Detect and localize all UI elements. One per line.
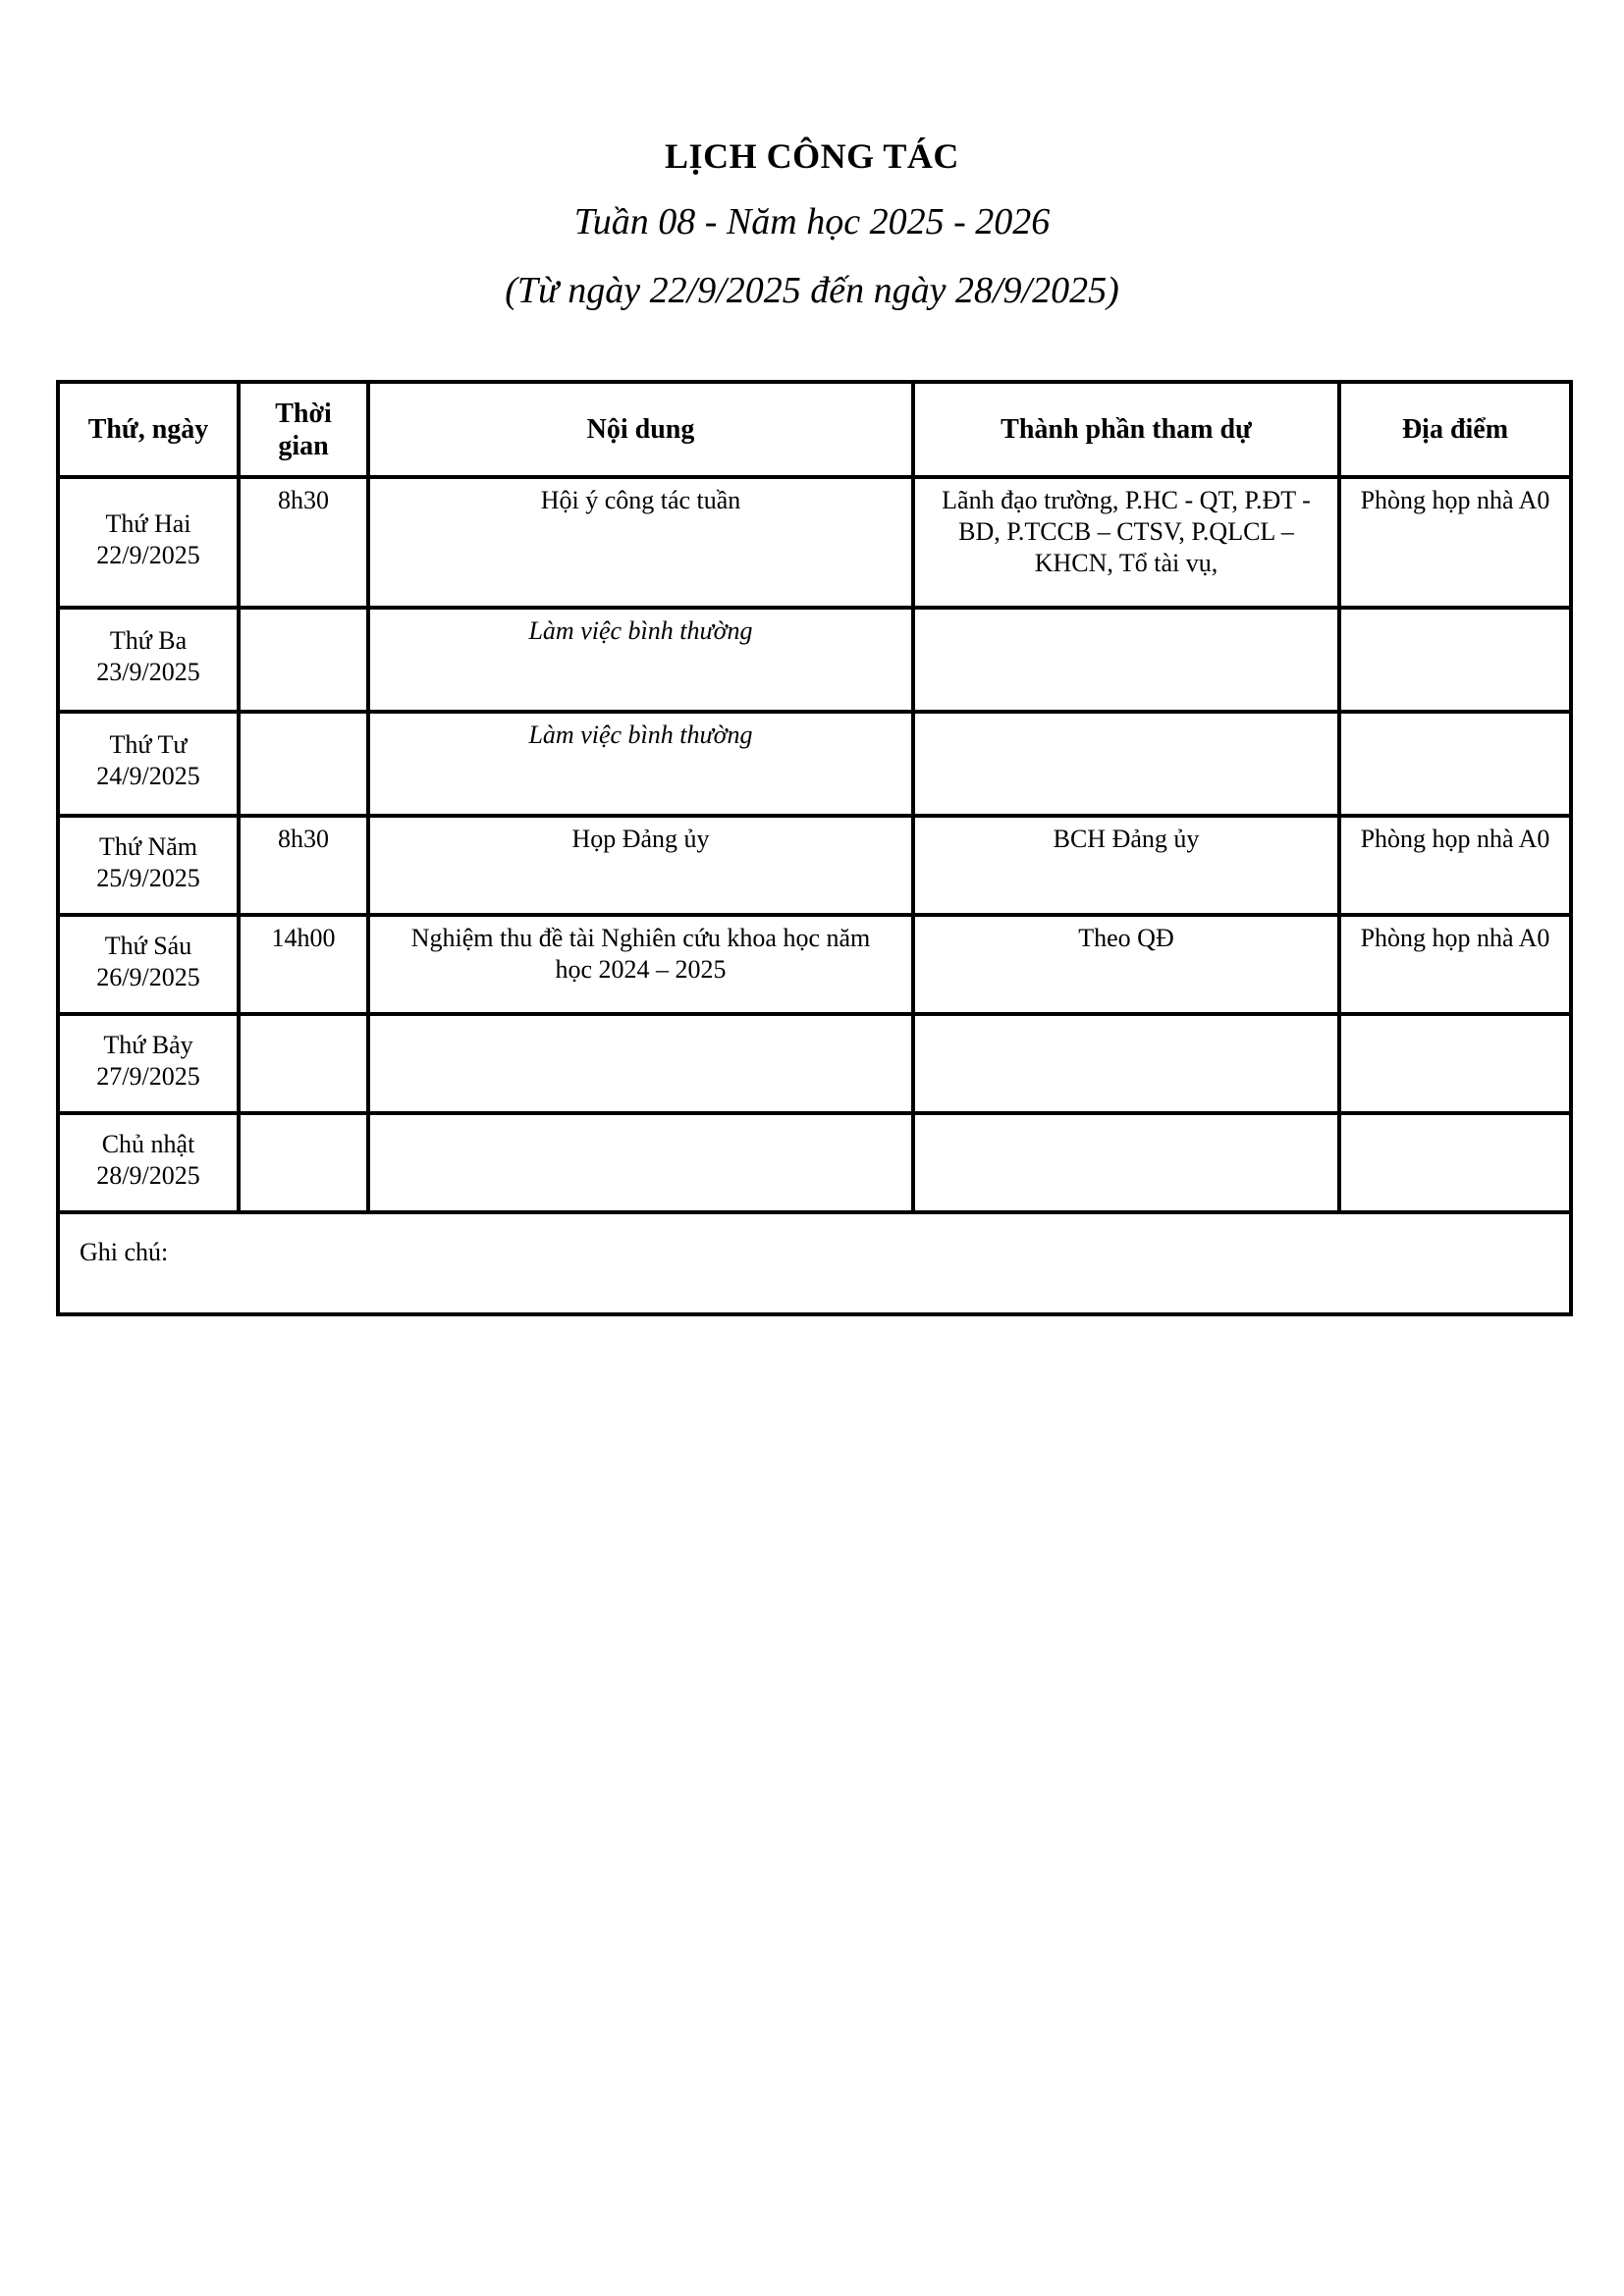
attendees-cell: Theo QĐ [913, 915, 1339, 1014]
time-cell: 14h00 [239, 915, 368, 1014]
table-row [58, 915, 1571, 1014]
day-date: 28/9/2025 [96, 1160, 200, 1190]
day-cell [58, 1113, 239, 1212]
table-row [58, 712, 1571, 816]
table-header-row [58, 382, 1571, 477]
col-header-content: Nội dung [368, 382, 913, 477]
day-cell [58, 915, 239, 1014]
day-cell [58, 477, 239, 608]
attendees-cell: BCH Đảng ủy [913, 816, 1339, 915]
location-cell [1339, 1113, 1571, 1212]
day-name: Thứ Hai [105, 508, 191, 538]
table-row [58, 1113, 1571, 1212]
time-cell: 8h30 [239, 816, 368, 915]
attendees-cell [913, 1014, 1339, 1113]
location-cell: Phòng họp nhà A0 [1339, 915, 1571, 1014]
location-cell [1339, 608, 1571, 712]
table-row [58, 477, 1571, 608]
table-row [58, 608, 1571, 712]
time-cell [239, 1014, 368, 1113]
day-name: Thứ Tư [109, 730, 188, 759]
day-name: Thứ Ba [109, 626, 188, 655]
day-name: Chủ nhật [101, 1129, 195, 1158]
time-cell [239, 1113, 368, 1212]
day-cell [58, 1014, 239, 1113]
day-date: 25/9/2025 [96, 863, 200, 892]
day-date: 22/9/2025 [96, 540, 200, 569]
note-row [58, 1212, 1571, 1314]
content-cell: Làm việc bình thường [368, 712, 913, 816]
content-cell: Nghiệm thu đề tài Nghiên cứu khoa học năm học 2024 – 2025 [368, 915, 913, 1014]
col-header-time: Thời gian [239, 382, 368, 477]
content-cell [368, 1014, 913, 1113]
page-title: LỊCH CÔNG TÁC [665, 136, 959, 176]
table-row [58, 1014, 1571, 1113]
attendees-cell [913, 1113, 1339, 1212]
content-cell: Họp Đảng ủy [368, 816, 913, 915]
content-cell: Hội ý công tác tuần [368, 477, 913, 608]
col-header-location: Địa điểm [1339, 382, 1571, 477]
day-name: Thứ Bảy [103, 1030, 193, 1059]
col-header-attendees: Thành phần tham dự [913, 382, 1339, 477]
location-cell: Phòng họp nhà A0 [1339, 477, 1571, 608]
attendees-cell: Lãnh đạo trường, P.HC - QT, P.ĐT - BD, P.TCCB – CTSV, P.QLCL – KHCN, Tổ tài vụ, [913, 477, 1339, 608]
location-cell [1339, 1014, 1571, 1113]
day-cell [58, 712, 239, 816]
content-cell: Làm việc bình thường [368, 608, 913, 712]
day-cell [58, 608, 239, 712]
day-date: 27/9/2025 [96, 1061, 200, 1091]
day-cell [58, 816, 239, 915]
location-cell: Phòng họp nhà A0 [1339, 816, 1571, 915]
col-header-day: Thứ, ngày [58, 382, 239, 477]
table-row [58, 816, 1571, 915]
attendees-cell [913, 712, 1339, 816]
time-cell [239, 608, 368, 712]
time-cell [239, 712, 368, 816]
content-cell [368, 1113, 913, 1212]
time-cell: 8h30 [239, 477, 368, 608]
day-name: Thứ Năm [98, 831, 197, 861]
day-name: Thứ Sáu [104, 931, 192, 960]
location-cell [1339, 712, 1571, 816]
day-date: 24/9/2025 [96, 762, 200, 790]
date-range: (Từ ngày 22/9/2025 đến ngày 28/9/2025) [505, 270, 1119, 311]
day-date: 23/9/2025 [96, 658, 200, 686]
note-label: Ghi chú: [58, 1212, 1571, 1314]
week-subtitle: Tuần 08 - Năm học 2025 - 2026 [573, 201, 1051, 242]
attendees-cell [913, 608, 1339, 712]
schedule-table [56, 380, 1573, 1316]
day-date: 26/9/2025 [96, 962, 200, 991]
